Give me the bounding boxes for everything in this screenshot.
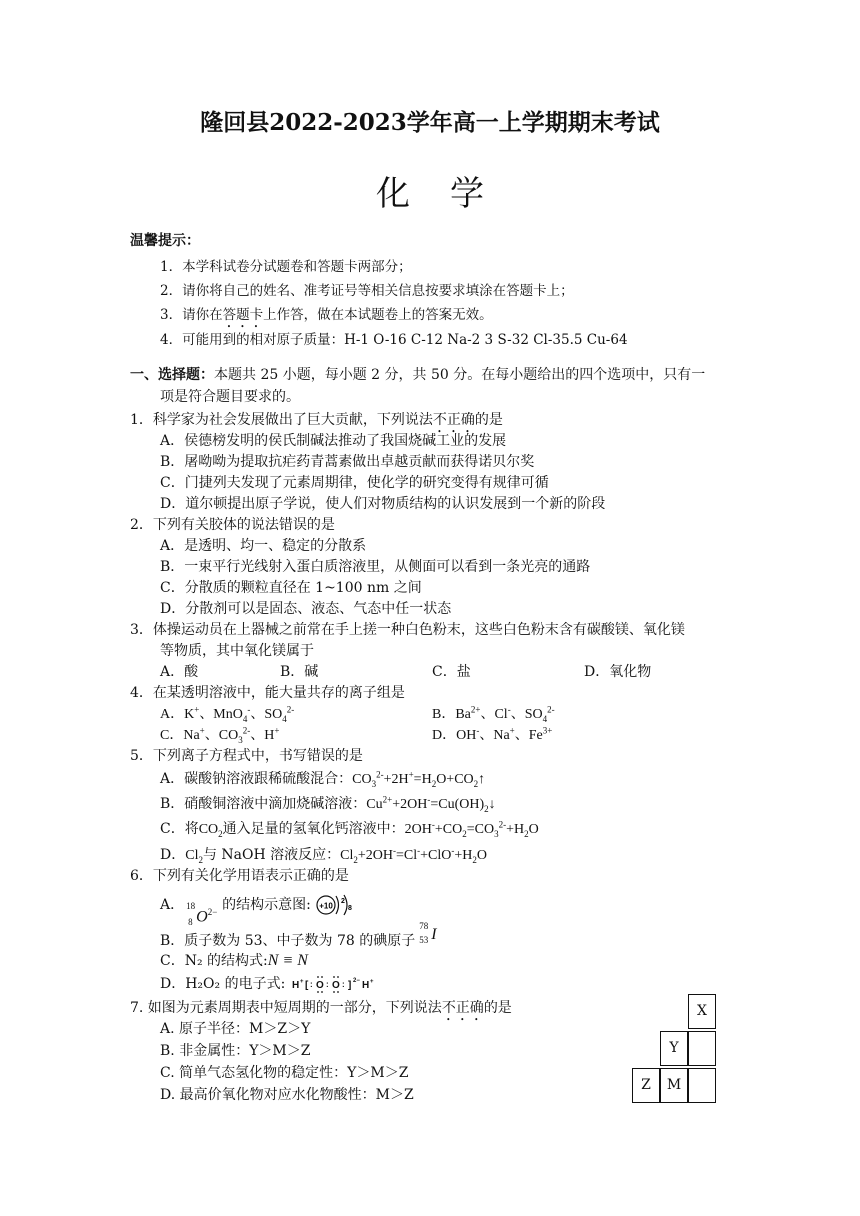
q4-stem: 4．在某透明溶液中，能大量共存的离子组是	[130, 685, 405, 701]
cell-blank-1	[688, 1031, 716, 1066]
q1-option-a: A．侯德榜发明的侯氏制碱法推动了我国烧碱工业的发展	[160, 433, 507, 449]
cell-z: Z	[632, 1068, 660, 1103]
atom-structure-diagram	[315, 892, 357, 918]
svg-text:+10: +10	[319, 901, 334, 911]
q1-option-d: D．道尔顿提出原子学说，使人们对物质结构的认识发展到一个新的阶段	[160, 496, 606, 512]
q7-option-c: C. 简单气态氢化物的稳定性：Y＞M＞Z	[160, 1065, 409, 1081]
q1-option-b: B．屠呦呦为提取抗疟药青蒿素做出卓越贡献而获得诺贝尔奖	[160, 454, 535, 470]
q4-option-a: A．K+、MnO$_4$-、$SO_4^{2-}$	[160, 704, 295, 724]
q5-option-a: A．碳酸钠溶液跟稀硫酸混合：$CO_3^{2-}+2H^+=H_2O+CO_2↑$	[160, 769, 486, 789]
svg-text:H: H	[291, 980, 299, 991]
q5-option-b: B．硝酸铜溶液中滴加烧碱溶液：$Cu^{2+}+2OH^-=Cu(OH)_2↓$	[160, 794, 496, 814]
exam-title: 隆回县2022-2023学年高一上学期期末考试	[200, 109, 660, 136]
q3-option-b: B．碱	[280, 664, 319, 680]
q6-option-b: B．质子数为 53、中子数为 78 的碘原子 78 53 I	[160, 921, 437, 949]
q2-option-a: A．是透明、均一、稳定的分散系	[160, 538, 367, 554]
tip-3: 3．请你在答题卡上作答，做在本试题卷上的答案无效。	[160, 307, 493, 323]
svg-text:8: 8	[348, 905, 353, 912]
q3-stem-cont: 等物质，其中氧化镁属于	[160, 643, 314, 659]
cell-blank-2	[688, 1068, 716, 1103]
svg-text:O: O	[331, 980, 340, 991]
q2-option-b: B．一束平行光线射入蛋白质溶液里，从侧面可以看到一条光亮的通路	[160, 559, 591, 575]
q2-option-d: D．分散剂可以是固态、液态、气态中任一状态	[160, 601, 452, 617]
tip-2: 2．请你将自己的姓名、准考证号等相关信息按要求填涂在答题卡上；	[160, 283, 574, 299]
q3-option-c: C．盐	[432, 664, 471, 680]
q6-option-c: C．N₂ 的结构式:N ≡ N	[160, 952, 308, 969]
svg-text:2−: 2−	[352, 978, 360, 984]
cell-y: Y	[660, 1031, 688, 1066]
tip-3-emphasis: 答题卡	[222, 307, 264, 323]
q5-option-c: C．将$CO_2$通入足量的氢氧化钙溶液中：$2OH^-+CO_2=CO_3^{2-}+H_2O$	[160, 819, 539, 839]
subject-title: 化学	[376, 174, 524, 214]
svg-text::: :	[341, 980, 345, 989]
q6-stem: 6．下列有关化学用语表示正确的是	[130, 868, 349, 884]
q1-stem: 1．科学家为社会发展做出了巨大贡献，下列说法不正确的是	[130, 412, 503, 428]
section-heading: 一、选择题：本题共 25 小题，每小题 2 分，共 50 分。在每小题给出的四个选项中，只有一	[130, 367, 706, 383]
q3-option-d: D．氧化物	[584, 664, 652, 680]
q5-stem: 5．下列离子方程式中，书写错误的是	[130, 748, 363, 764]
q6-option-a: A． 18 8 $O^{2-}$ 的结构示意图: +10 2 8	[160, 892, 357, 918]
q7-option-d: D. 最高价氧化物对应水化物酸性：M＞Z	[160, 1087, 414, 1103]
tip-1: 1．本学科试卷分试题卷和答题卡两部分；	[160, 259, 412, 275]
svg-text:]: ]	[347, 980, 352, 991]
electron-formula-diagram	[290, 974, 394, 994]
tips-heading: 温馨提示：	[130, 233, 200, 249]
svg-text::: :	[309, 980, 313, 989]
q2-option-c: C．分散质的颗粒直径在 1~100 nm 之间	[160, 580, 422, 596]
svg-text:O: O	[315, 980, 324, 991]
svg-text:H: H	[361, 980, 369, 991]
q7-option-b: B. 非金属性：Y＞M＞Z	[160, 1043, 311, 1059]
q3-stem: 3．体操运动员在上器械之前常在手上搓一种白色粉末，这些白色粉末含有碳酸镁、氧化镁	[130, 622, 685, 638]
q5-option-d: D．$Cl_2$与 NaOH 溶液反应：$Cl_2+2OH^-=Cl^-+ClO^-+H_2O$	[160, 845, 488, 865]
svg-text:+: +	[299, 979, 304, 985]
tip-4: 4．可能用到的相对原子质量：H-1 O-16 C-12 Na-2 3 S-32 Cl-35.5 Cu-64	[160, 332, 628, 348]
q4-option-b: B．$Ba^{2+}$、Cl-、$SO_4^{2-}$	[432, 704, 555, 724]
svg-text:[: [	[304, 980, 309, 991]
q6-option-d: D．H₂O₂ 的电子式: H + [ : O : O : ] 2− H +	[160, 973, 394, 994]
q4-option-c: C．Na+、$CO_3^{2-}$、H+	[160, 725, 280, 745]
q4-option-d: D．OH-、Na+、$Fe^{3+}$	[432, 725, 553, 743]
svg-text:2: 2	[341, 898, 346, 905]
svg-text::: :	[325, 980, 329, 989]
cell-m: M	[660, 1068, 688, 1103]
section-text-cont: 项是符合题目要求的。	[160, 389, 300, 405]
svg-text:+: +	[369, 979, 374, 985]
q7-stem: 7. 如图为元素周期表中短周期的一部分，下列说法不正确的是	[130, 1000, 512, 1016]
q3-option-a: A．酸	[160, 664, 199, 680]
q2-stem: 2．下列有关胶体的说法错误的是	[130, 517, 335, 533]
q1-option-c: C．门捷列夫发现了元素周期律，使化学的研究变得有规律可循	[160, 475, 549, 491]
q7-option-a: A. 原子半径：M＞Z＞Y	[160, 1021, 311, 1037]
cell-x: X	[688, 994, 716, 1029]
